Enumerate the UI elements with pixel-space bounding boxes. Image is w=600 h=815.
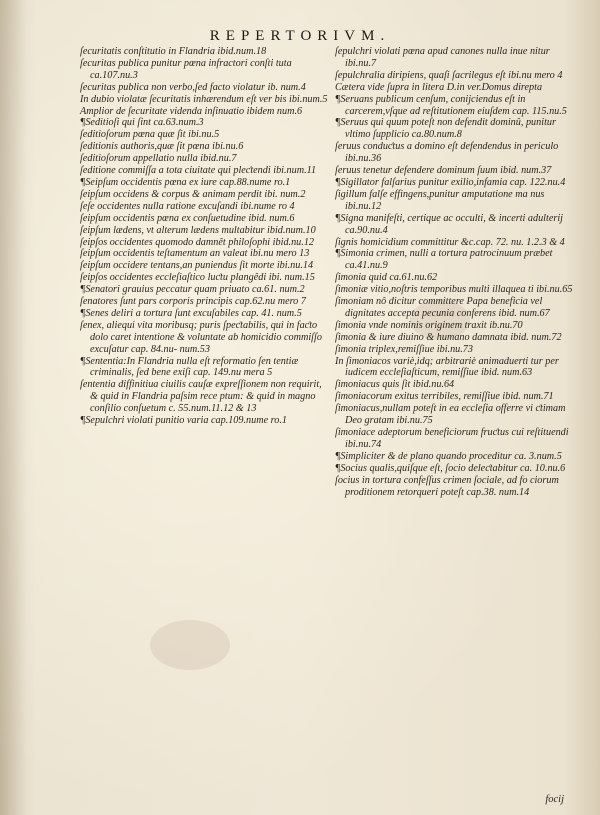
index-entry: ſecuritas publica punitur pœna infractori conſti tuta ca.107.nu.3 (80, 57, 292, 81)
index-entry: ſignis homicidium committitur &c.cap. 72. nu. 1.2.3 & 4 (335, 236, 565, 248)
left-column (80, 46, 332, 427)
index-entry: ſeipſum occidens & corpus & animam perdit ibi. num.2 (80, 188, 306, 200)
index-entry: ¶Socius qualis,quiſque eſt, ſocio deleƈtabitur ca. 10.nu.6 (335, 462, 566, 474)
index-entry: ¶Seipſum occidentis pœna ex iure cap.88.nume ro.1 (80, 176, 291, 188)
catchword: focij (545, 794, 564, 805)
index-entry: ſeipſum occidentis pœna ex conſuetudine ibid. num.6 (80, 212, 295, 224)
index-entry: ſeſe occidentes nulla ratione excuſandi ibi.nume ro 4 (80, 200, 295, 212)
paper-stain (150, 620, 230, 670)
index-entry: ſocius in tortura confeſſus crimen ſociale, ad fo ciorum proditionem retorqueri poteſt cap.38. num.14 (335, 474, 559, 498)
index-entry: ſimoniacorum exitus terribiles, remiſſiue ibid. num.71 (335, 391, 554, 403)
index-entry: ſimoniace adeptorum beneficiorum fruƈtus cui reſtituendi ibi.nu.74 (335, 427, 569, 450)
index-entry: ſeipſos occidentes quomodo damnêt philoſophi ibid.nu.12 (80, 236, 315, 248)
index-entry: ¶Senes deliri a tortura ſunt excuſabiles cap. 41. num.5 (80, 307, 302, 319)
index-entry: ſeipſos occidentes eccleſiaſtico luƈtu plangêdi ibi. num.15 (80, 272, 315, 284)
index-entry: ſimoniam nô dicitur committere Papa beneficia vel dignitates accepta pecunia conferens ibid. num.67 (335, 296, 550, 319)
index-entry: In dubio violatæ ſecuritatis inhærendum eſt ver bis ibi.num.5 (80, 93, 328, 105)
page-spine-shadow (0, 0, 26, 815)
index-entry: In ſimoniacos variè,idq; arbitrariè animaduerti tur per iudicem eccleſiaſticum, remiſſiue ibid. num.63 (335, 355, 559, 379)
running-head: REPERTORIVM. (209, 28, 391, 44)
index-entry: ſecuritas publica non verbo,ſed facto violatur ib. num.4 (80, 81, 306, 93)
index-entry: ſimonia triplex,remiſſiue ibi.nu.73 (335, 343, 473, 355)
index-entry: ¶Seruus qui quum poteſt non defendit dominû, punitur vltimo ſupplicio ca.80.num.8 (335, 117, 556, 141)
index-entry: ſimoniacus,nullam poteſt in ea eccleſia offerre vi ƈtimam Deo gratam ibi.nu.75 (335, 403, 566, 427)
index-entry: ſepulchri violati pœna apud canones nulla inue nitur ibi.nu.7 (335, 46, 550, 69)
index-entry: Cætera vide ſupra in litera D.in ver.Domus direpta (335, 81, 543, 93)
index-entry: ſeditione commiſſa a tota ciuitate qui pleƈtendi ibi.num.11 (80, 165, 317, 177)
index-entry: ſeditionis authoris,quæ ſit pœna ibi.nu.6 (80, 141, 244, 153)
index-entry: ſimonia quid ca.61.nu.62 (335, 272, 438, 284)
index-entry: ſenex, aliequi vita moribusq; puris ſpeƈtabilis, qui in faƈto dolo caret intentione & voluntate ab homicidio commiſſo excuſatur cap. 84.nu- num.53 (80, 319, 322, 355)
index-entry: ſenatores ſunt pars corporis principis cap.62.nu mero 7 (80, 296, 306, 308)
index-entry: ſeruus conduƈtus a domino eſt defendendus in periculo ibi.nu.36 (335, 141, 559, 165)
index-entry: ¶Simonia crimen, nulli a tortura patrocinuum præbet ca.41.nu.9 (335, 248, 553, 272)
index-entry: ſeipſum occidere tentans,an puniendus ſit morte ibi.nu.14 (80, 260, 314, 272)
index-entry: ¶Senatori grauius peccatur quam priuato ca.61. num.2 (80, 284, 305, 296)
index-entry: ¶Sigillator falſarius punitur exilio,infamia cap. 122.nu.4 (335, 176, 566, 188)
index-entry: ſeditioſorum pœna quæ ſit ibi.nu.5 (80, 129, 220, 141)
index-entry: ſimoniæ vitio,noſtris temporibus multi illaquea ti ibi.nu.65 (335, 284, 573, 296)
index-entry: ſimoniacus quis ſit ibid.nu.64 (335, 379, 455, 391)
index-entry: ſeditioſorum appellatio nulla ibid.nu.7 (80, 153, 237, 165)
index-entry: ¶Signa manifeſti, certique ac occulti, & incerti adulterij ca.90.nu.4 (335, 212, 563, 236)
index-entry: ſeruus tenetur defendere dominum ſuum ibid. num.37 (335, 165, 552, 177)
index-entry: ſeipſum lædens, vt alterum lædens multabitur ibid.num.10 (80, 224, 316, 236)
index-entry: Amplior de ſecuritate videnda inſinuatio ibidem num.6 (80, 105, 303, 117)
index-entry: ¶Simpliciter & de plano quando proceditur ca. 3.num.5 (335, 450, 562, 462)
index-entry: ſimonia vnde nominis originem traxit ib.nu.70 (335, 319, 523, 331)
index-entry: ¶Seruans publicum cenſum, conijciendus eſt in carcerem,vſque ad reſtitutionem eiuſdem cap. 115.nu.5 (335, 93, 567, 117)
index-entry: ¶Sepulchri violati punitio varia cap.109.nume ro.1 (80, 415, 287, 427)
index-entry: ſententia diffinitiua ciuilis cauſæ expreſſionem non requirit, & quid in Flandria paſsim rece ptum: & quid in magno conſilio conſuetum c. 55.num.11.12 & 13 (80, 379, 322, 415)
index-entry: ſeipſum occidentis teſtamentum an valeat ibi.nu mero 13 (80, 248, 310, 260)
index-entry: ſecuritatis conſtitutio in Flandria ibid.num.18 (80, 46, 267, 57)
index-entry: ſimonia & iure diuino & humano damnata ibid. num.72 (335, 331, 562, 343)
index-entry: ¶Sententia:In Flandria nulla eſt reformatio ſen tentiæ criminalis, ſed bene exiſi cap. 149.nu mera 5 (80, 355, 299, 379)
index-entry: ſigillum falſe effingens,punitur amputatione ma nus ibi.nu.12 (335, 188, 545, 212)
right-column (335, 46, 580, 498)
index-entry: ſepulchralia diripiens, quaſi ſacrilegus eſt ibi.nu mero 4 (335, 69, 563, 81)
index-entry: ¶Seditioſi qui ſint ca.63.num.3 (80, 117, 204, 129)
